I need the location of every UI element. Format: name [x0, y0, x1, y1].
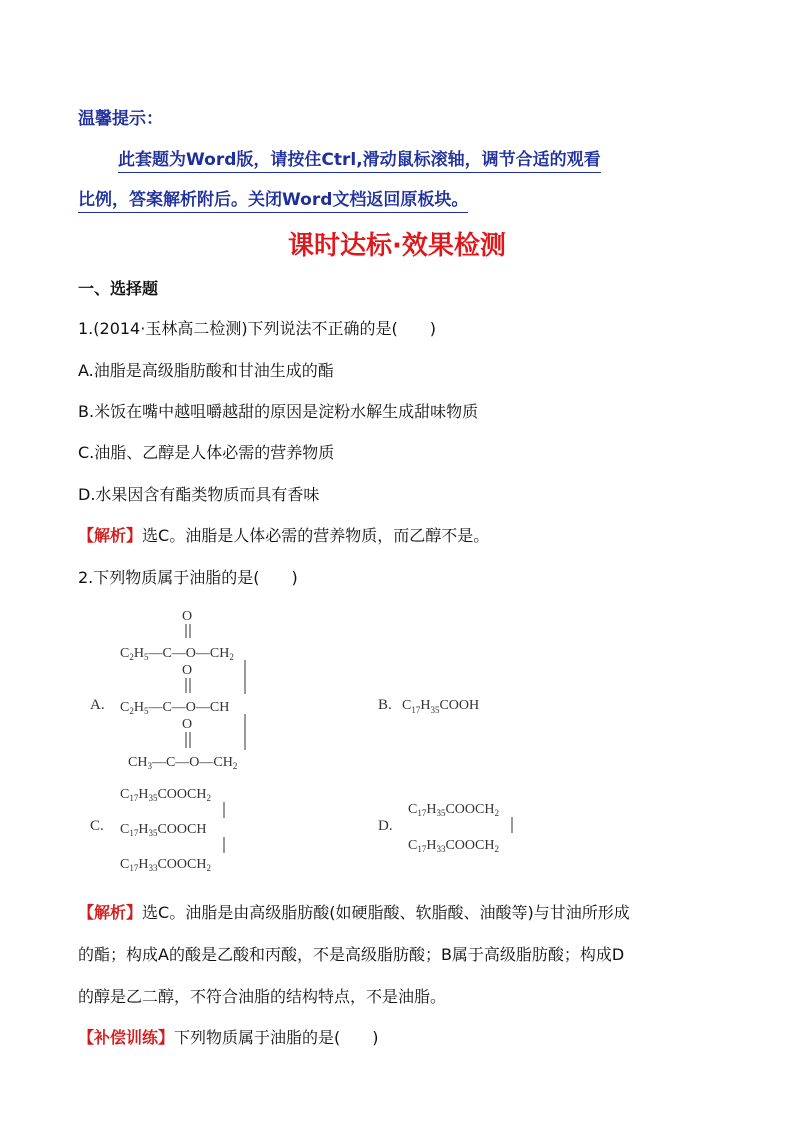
svg-text:O: O — [182, 609, 193, 624]
supplement-question — [78, 1025, 379, 1048]
analysis-label: 解析 — [94, 903, 127, 922]
supplement-text: 下列物质属于油脂的是( ) — [174, 1028, 379, 1047]
svg-text:CH3—C—O—CH2: $CH_3—C—O—CH_2$ — [128, 755, 238, 771]
option-b-formula: $C_{17}H_{35}COOH$ — [402, 698, 480, 715]
tip-title: 温馨提示： — [78, 109, 163, 129]
option-d-structure — [400, 795, 550, 865]
svg-text:C17H35COOCH: $C_{17}H_{35}COOCH$ — [120, 822, 207, 838]
analysis-text: 选C。油脂是由高级脂肪酸(如硬脂酸、软脂酸、油酸等)与甘油所形成 — [142, 903, 630, 922]
option-a-structure — [112, 600, 292, 780]
question-1-stem: 1.(2014·玉林高二检测)下列说法不正确的是( ) — [78, 319, 437, 338]
option-c-structure — [112, 780, 262, 880]
option-c-label: C. — [90, 818, 104, 834]
supplement-label: 补偿训练 — [94, 1028, 159, 1047]
question-2-analysis-line-3: 的醇是乙二醇，不符合油脂的结构特点，不是油脂。 — [78, 987, 447, 1006]
svg-text:C2H5—C—O—CH: $C_2H_5—C—O—CH$ — [120, 700, 230, 716]
bracket-close: 】 — [126, 526, 143, 545]
svg-text:C17H35COOCH2: $C_{17}H_{35}COOCH_2$ — [408, 802, 499, 818]
tip-line-1: 此套题为Word版，请按住Ctrl,滑动鼠标滚轴，调节合适的观看 — [118, 145, 601, 173]
question-1-option-d: D.水果因含有酯类物质而具有香味 — [78, 485, 320, 504]
svg-text:C2H5—C—O—CH2: $C_2H_5—C—O—CH_2$ — [120, 646, 234, 662]
bracket-close: 】 — [126, 903, 143, 922]
bracket-open: 【 — [78, 1028, 95, 1047]
question-2-stem: 2.下列物质属于油脂的是( ) — [78, 568, 298, 587]
question-2-analysis-line-1 — [78, 900, 630, 923]
svg-text:C17H33COOCH2: $C_{17}H_{33}COOCH_2$ — [120, 857, 211, 873]
question-1-option-b: B.米饭在嘴中越咀嚼越甜的原因是淀粉水解生成甜味物质 — [78, 402, 479, 421]
option-b-label: B. — [378, 697, 392, 713]
tip-line-2: 比例，答案解析附后。关闭Word文档返回原板块。 — [78, 185, 468, 213]
question-2-analysis-line-2: 的酯；构成A的酸是乙酸和丙酸，不是高级脂肪酸；B属于高级脂肪酸；构成D — [78, 945, 625, 964]
svg-text:O: O — [182, 717, 193, 732]
bracket-open: 【 — [78, 903, 95, 922]
svg-text:O: O — [182, 663, 193, 678]
question-1-option-a: A.油脂是高级脂肪酸和甘油生成的酯 — [78, 361, 334, 380]
analysis-text: 选C。油脂是人体必需的营养物质，而乙醇不是。 — [142, 526, 490, 545]
svg-text:C17H33COOCH2: $C_{17}H_{33}COOCH_2$ — [408, 838, 499, 854]
bracket-close: 】 — [158, 1028, 175, 1047]
analysis-label: 解析 — [94, 526, 127, 545]
page-title: 课时达标·效果检测 — [288, 231, 506, 261]
bracket-open: 【 — [78, 526, 95, 545]
svg-text:C17H35COOCH2: $C_{17}H_{35}COOCH_2$ — [120, 787, 211, 803]
question-1-analysis — [78, 523, 489, 546]
option-d-label: D. — [378, 818, 393, 834]
question-1-option-c: C.油脂、乙醇是人体必需的营养物质 — [78, 443, 335, 462]
option-a-label: A. — [90, 697, 105, 713]
section-heading: 一、选择题 — [78, 279, 159, 298]
